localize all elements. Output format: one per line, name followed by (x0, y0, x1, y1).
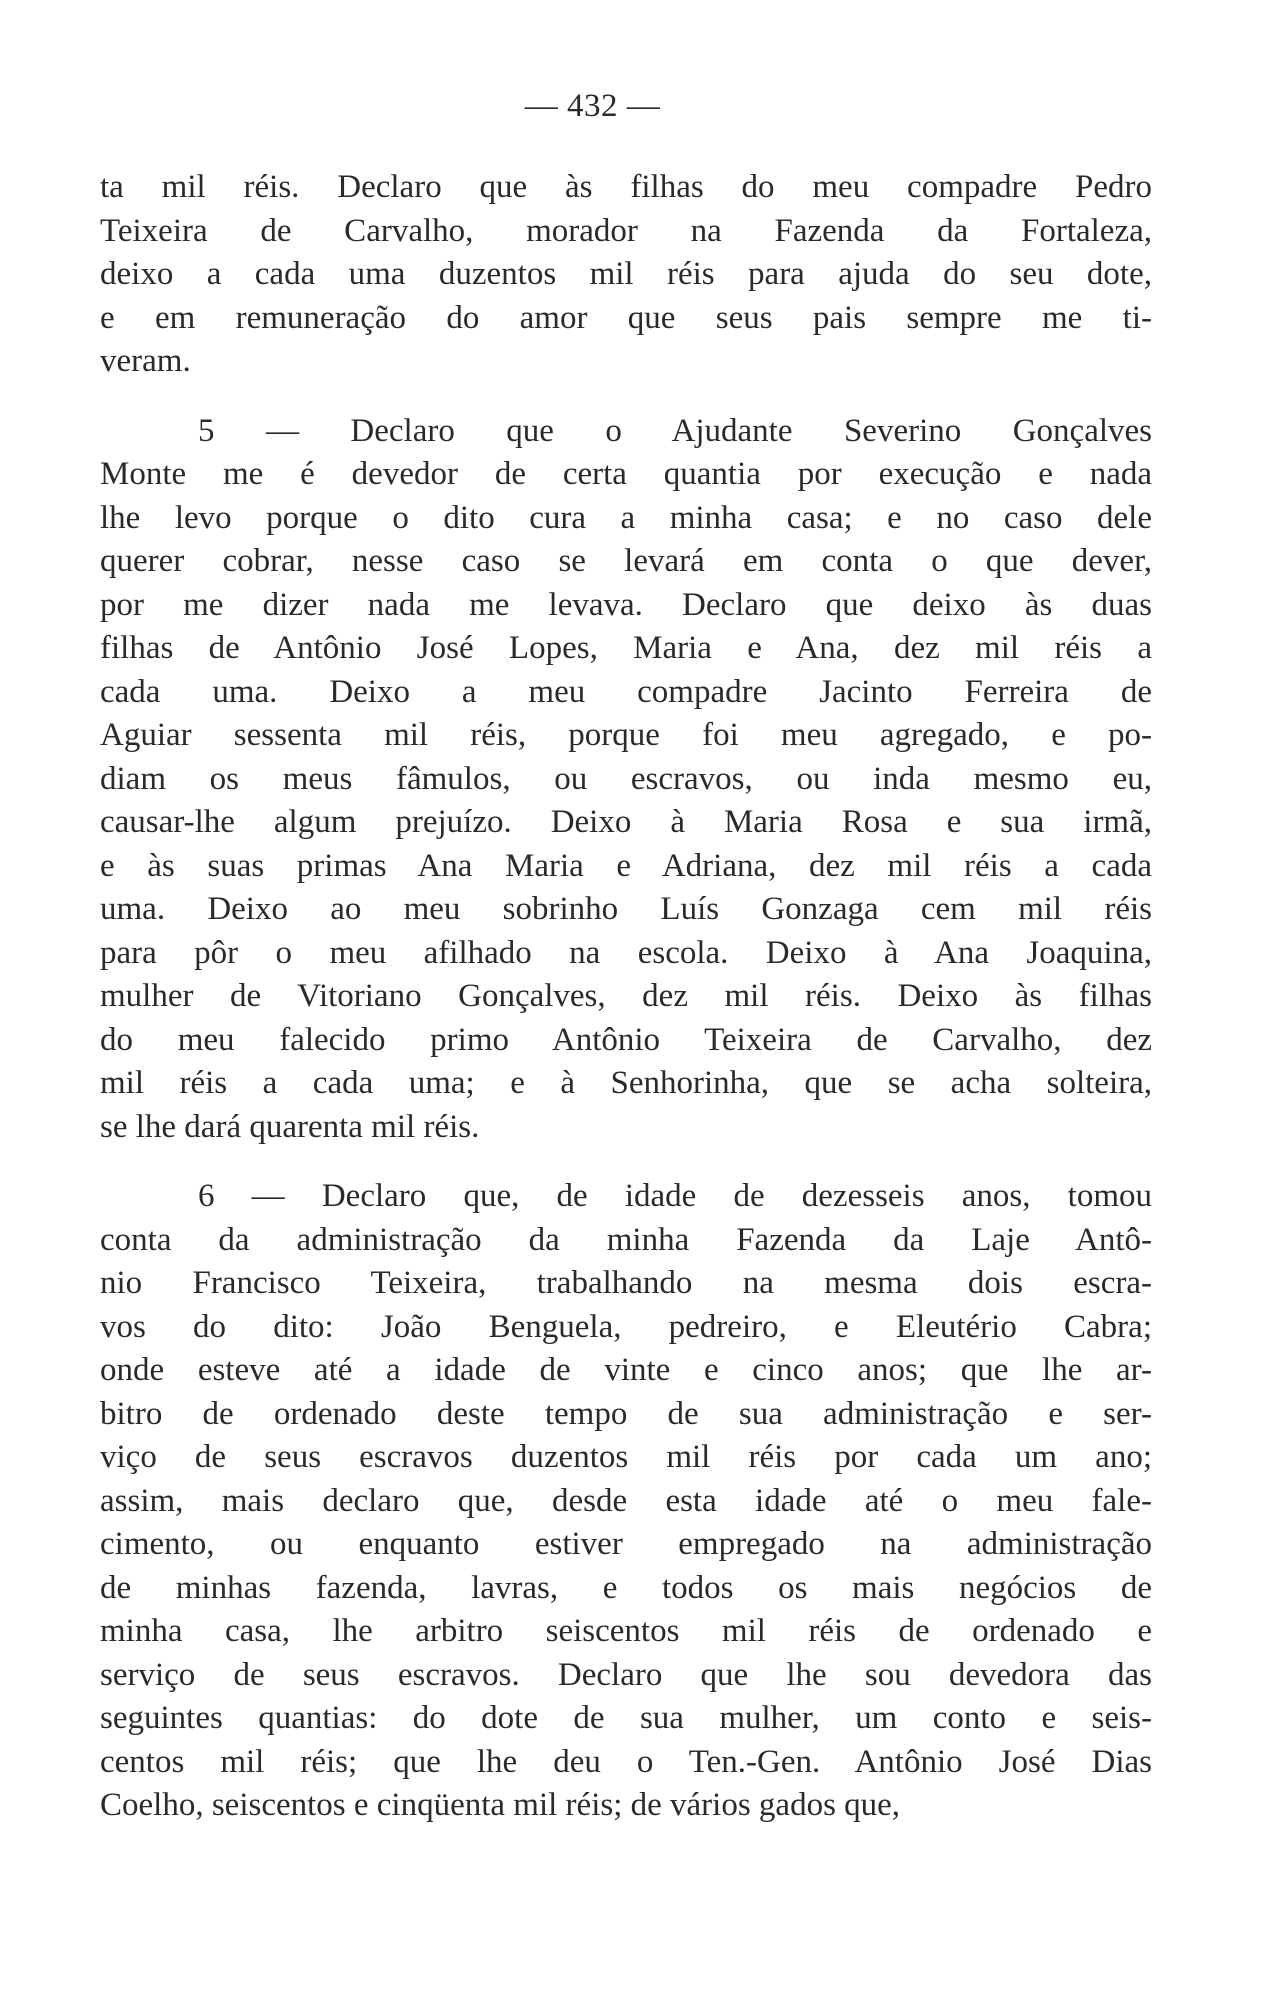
body-text (100, 166, 1152, 1854)
text-line: vos do dito: João Benguela, pedreiro, e Eleutério Cabra; (100, 1308, 1152, 1345)
text-line: viço de seus escravos duzentos mil réis por cada um ano; (100, 1439, 1152, 1475)
text-line: Aguiar sessenta mil réis, porque foi meu agregado, e po- (100, 717, 1152, 753)
text-line: ta mil réis. Declaro que às filhas do meu compadre Pedro (100, 169, 1152, 205)
text-line: diam os meus fâmulos, ou escravos, ou inda mesmo eu, (100, 760, 1152, 797)
text-line: Coelho, seiscentos e cinqüenta mil réis; de vários gados que, (100, 1787, 901, 1823)
text-line: bitro de ordenado deste tempo de sua administração e ser- (100, 1395, 1152, 1432)
text-line: Teixeira de Carvalho, morador na Fazenda da Fortaleza, (100, 212, 1152, 249)
paragraph (100, 1175, 1152, 1828)
text-line: para pôr o meu afilhado na escola. Deixo à Ana Joaquina, (100, 934, 1152, 971)
text-line: de minhas fazenda, lavras, e todos os mais negócios de (100, 1569, 1152, 1606)
text-line: e em remuneração do amor que seus pais sempre me ti- (100, 299, 1152, 336)
text-line: do meu falecido primo Antônio Teixeira de Carvalho, dez (100, 1021, 1152, 1058)
text-line: serviço de seus escravos. Declaro que lhe sou devedora das (100, 1656, 1152, 1693)
text-line: minha casa, lhe arbitro seiscentos mil réis de ordenado e (100, 1613, 1152, 1649)
text-line: cimento, ou enquanto estiver empregado na administração (100, 1526, 1152, 1562)
text-line: centos mil réis; que lhe deu o Ten.-Gen. Antônio José Dias (100, 1743, 1152, 1780)
text-line: se lhe dará quarenta mil réis. (100, 1108, 480, 1145)
text-line: cada uma. Deixo a meu compadre Jacinto Ferreira de (100, 673, 1152, 710)
text-line: conta da administração da minha Fazenda da Laje Antô- (100, 1221, 1152, 1258)
page-number: — 432 — (524, 88, 661, 124)
paragraph (100, 410, 1152, 1150)
text-line: causar-lhe algum prejuízo. Deixo à Maria Rosa e sua irmã, (100, 804, 1152, 840)
text-line: deixo a cada uma duzentos mil réis para ajuda do seu dote, (100, 256, 1152, 292)
text-line: seguintes quantias: do dote de sua mulher, um conto e seis- (100, 1700, 1152, 1736)
text-line: mil réis a cada uma; e à Senhorinha, que se acha solteira, (100, 1065, 1152, 1101)
text-line: veram. (100, 343, 191, 379)
text-line: 6 — Declaro que, de idade de dezesseis anos, tomou (198, 1178, 1152, 1214)
text-line: querer cobrar, nesse caso se levará em conta o que dever, (100, 543, 1152, 579)
text-line: onde esteve até a idade de vinte e cinco anos; que lhe ar- (100, 1352, 1152, 1388)
paragraph (100, 166, 1152, 384)
text-line: lhe levo porque o dito cura a minha casa; e no caso dele (100, 499, 1152, 536)
text-line: Monte me é devedor de certa quantia por execução e nada (100, 456, 1152, 492)
text-line: assim, mais declaro que, desde esta idade até o meu fale- (100, 1482, 1152, 1519)
text-line: uma. Deixo ao meu sobrinho Luís Gonzaga cem mil réis (100, 891, 1152, 927)
text-line: nio Francisco Teixeira, trabalhando na mesma dois escra- (100, 1265, 1152, 1301)
text-line: mulher de Vitoriano Gonçalves, dez mil réis. Deixo às filhas (100, 978, 1152, 1014)
text-line: 5 — Declaro que o Ajudante Severino Gonçalves (198, 412, 1152, 449)
text-line: filhas de Antônio José Lopes, Maria e Ana, dez mil réis a (100, 630, 1152, 666)
text-line: por me dizer nada me levava. Declaro que deixo às duas (100, 586, 1152, 623)
text-line: e às suas primas Ana Maria e Adriana, dez mil réis a cada (100, 847, 1152, 884)
